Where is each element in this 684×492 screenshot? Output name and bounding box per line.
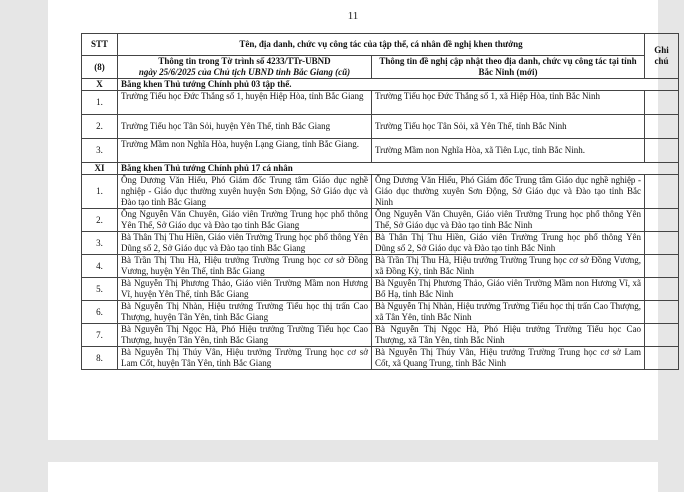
table-row: 2. Trường Tiểu học Tân Sỏi, huyện Yên Thế, tỉnh Bắc Giang Trường Tiểu học Tân Sỏi, xã Yên Thế, tỉnh Bắc Ninh bbox=[82, 115, 679, 139]
table-row: 2. Ông Nguyễn Văn Chuyên, Giáo viên Trường Trung học phổ thông Yên Thế, Sở Giáo dục và Đào tạo tỉnh Bắc Giang Ông Nguyễn Văn Chuyên, Giáo viên Trường Trung học phổ thông Yên Thế, Sở Giáo dục và Đào tạo tỉnh Bắc Ninh bbox=[82, 209, 679, 232]
table-row: 8. Bà Nguyễn Thị Thúy Vân, Hiệu trưởng Trường Trung học cơ sở Lam Cốt, huyện Tân Yên, tỉnh Bắc Giang Bà Nguyễn Thị Thúy Vân, Hiệu trưởng Trường Trung học cơ sở Lam Cốt, xã Quang Trung, tỉnh Bắc Ninh bbox=[82, 347, 679, 370]
table-row: 1. Trường Tiểu học Đức Thắng số 1, huyện Hiệp Hòa, tỉnh Bắc Giang Trường Tiểu học Đức Thắng số 1, xã Hiệp Hòa, tỉnh Bắc Ninh bbox=[82, 91, 679, 115]
section-header: X Bằng khen Thủ tướng Chính phủ 03 tập thể. bbox=[82, 79, 679, 91]
document-page bbox=[48, 0, 669, 440]
index-cell: (8) bbox=[82, 56, 118, 79]
table-row: 1. Ông Dương Văn Hiếu, Phó Giám đốc Trung tâm Giáo dục nghề nghiệp - Giáo dục thường xuyên huyện Sơn Động, Sở Giáo dục và Đào tạo tỉnh Bắc Giang Ông Dương Văn Hiếu, Phó Giám đốc Trung tâm Giáo dục nghề nghiệp - Giáo dục thường xuyên Sơn Động, Sở Giáo dục và Đào tạo tỉnh Bắc Ninh bbox=[82, 175, 679, 209]
table-row: 6. Bà Nguyễn Thị Nhàn, Hiệu trưởng Trường Tiểu học thị trấn Cao Thượng, huyện Tân Yên, tỉnh Bắc Giang Bà Nguyễn Thị Nhàn, Hiệu trưởng Trường Tiểu học thị trấn Cao Thượng, xã Tân Yên, tỉnh Bắc Ninh bbox=[82, 301, 679, 324]
main-header: Tên, địa danh, chức vụ công tác của tập thể, cá nhân đề nghị khen thưởng bbox=[118, 34, 645, 56]
table-row: 3. Trường Mầm non Nghĩa Hòa, huyện Lạng Giang, tỉnh Bắc Giang. Trường Mầm non Nghĩa Hòa, xã Tiên Lục, tỉnh Bắc Ninh. bbox=[82, 139, 679, 163]
commendation-table bbox=[81, 33, 679, 370]
page-number: 11 bbox=[347, 10, 359, 22]
header-row bbox=[82, 34, 679, 56]
new-info-header: Thông tin đề nghị cập nhật theo địa danh, chức vụ công tác tại tỉnh Bắc Ninh (mới) bbox=[372, 56, 645, 79]
note-header: Ghi chú bbox=[645, 34, 679, 79]
old-info-header: Thông tin trong Tờ trình số 4233/TTr-UBND ngày 25/6/2025 của Chủ tịch UBND tỉnh Bắc Giang (cũ) bbox=[118, 56, 372, 79]
table-row: 3. Bà Thân Thị Thu Hiền, Giáo viên Trường Trung học phổ thông Yên Dũng số 2, Sở Giáo dục và Đào tạo tỉnh Bắc Giang Bà Thân Thị Thu Hiền, Giáo viên Trường Trung học phổ thông Yên Dũng số 2, Sở Giáo dục và Đào tạo tỉnh Bắc Ninh bbox=[82, 232, 679, 255]
section-header: XI Bằng khen Thủ tướng Chính phủ 17 cá nhân bbox=[82, 163, 679, 175]
table-row: 4. Bà Trần Thị Thu Hà, Hiệu trưởng Trường Trung học cơ sở Đồng Vương, huyện Yên Thế, tỉnh Bắc Giang Bà Trần Thị Thu Hà, Hiệu trưởng Trường Trung học cơ sở Đồng Vương, xã Đồng Kỳ, tỉnh Bắc Ninh bbox=[82, 255, 679, 278]
table-row: 5. Bà Nguyễn Thị Phương Thảo, Giáo viên Trường Mầm non Hương Vĩ, huyện Yên Thế, tỉnh Bắc Giang Bà Nguyễn Thị Phương Thảo, Giáo viên Trường Mầm non Hương Vĩ, xã Bố Hạ, tỉnh Bắc Ninh bbox=[82, 278, 679, 301]
table-row: 7. Bà Nguyễn Thị Ngọc Hà, Phó Hiệu trưởng Trường Tiểu học Cao Thượng, huyện Tân Yên, tỉnh Bắc Giang Bà Nguyễn Thị Ngọc Hà, Phó Hiệu trưởng Trường Tiểu học Cao Thượng, xã Tân Yên, tỉnh Bắc Ninh bbox=[82, 324, 679, 347]
next-page-edge bbox=[48, 462, 658, 492]
stt-header: STT bbox=[82, 34, 118, 56]
